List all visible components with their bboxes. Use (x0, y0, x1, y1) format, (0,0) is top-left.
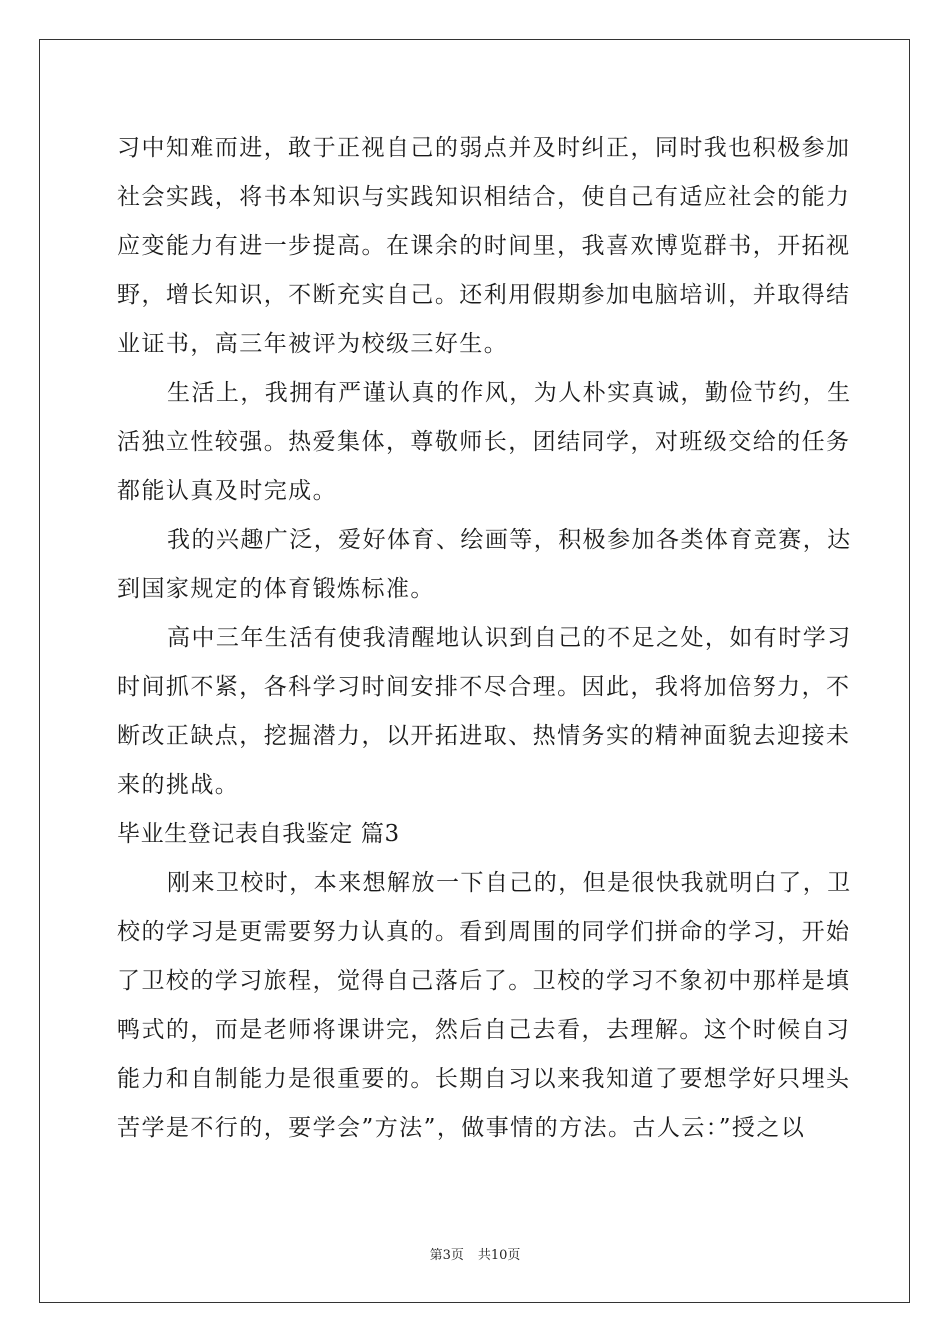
page-total: 共10页 (477, 1248, 521, 1263)
text-line: 到国家规定的体育锻炼标准。 (117, 576, 435, 602)
text-line: 习中知难而进，敢于正视自己的弱点并及时纠正，同时我也积极参加 (117, 135, 851, 161)
text-line: 活独立性较强。热爱集体，尊敬师长，团结同学，对班级交给的任务 (117, 429, 851, 455)
text-line: 断改正缺点，挖掘潜力，以开拓进取、热情务实的精神面貌去迎接未 (117, 723, 851, 749)
text-line: 时间抓不紧，各科学习时间安排不尽合理。因此，我将加倍努力，不 (117, 674, 851, 700)
section-heading: 毕业生登记表自我鉴定 篇3 (117, 821, 400, 847)
text-line: 来的挑战。 (117, 772, 240, 798)
text-line: 应变能力有进一步提高。在课余的时间里，我喜欢博览群书，开拓视 (117, 233, 851, 259)
text-line: 都能认真及时完成。 (117, 478, 338, 504)
document-body (117, 128, 852, 1157)
paragraph-first-line: 高中三年生活有使我清醒地认识到自己的不足之处，如有时学习 (167, 625, 852, 651)
text-line: 了卫校的学习旅程，觉得自己落后了。卫校的学习不象初中那样是填 (117, 968, 851, 994)
text-line: 能力和自制能力是很重要的。长期自习以来我知道了要想学好只埋头 (117, 1066, 851, 1092)
paragraph-first-line: 我的兴趣广泛，爱好体育、绘画等，积极参加各类体育竞赛，达 (167, 527, 852, 553)
paragraph-first-line: 生活上，我拥有严谨认真的作风，为人朴实真诚，勤俭节约，生 (167, 380, 852, 406)
text-line: 鸭式的，而是老师将课讲完，然后自己去看，去理解。这个时候自习 (117, 1017, 851, 1043)
text-line: 野，增长知识，不断充实自己。还利用假期参加电脑培训，并取得结 (117, 282, 851, 308)
text-line: 苦学是不行的，要学会”方法”，做事情的方法。古人云：”授之以 (117, 1115, 806, 1141)
text-line: 社会实践，将书本知识与实践知识相结合，使自己有适应社会的能力 (117, 184, 851, 210)
text-line: 校的学习是更需要努力认真的。看到周围的同学们拼命的学习，开始 (117, 919, 851, 945)
page-number: 第3页 (429, 1248, 464, 1263)
page-footer (0, 1244, 950, 1263)
text-line: 业证书，高三年被评为校级三好生。 (117, 331, 509, 357)
paragraph-first-line: 刚来卫校时，本来想解放一下自己的，但是很快我就明白了，卫 (167, 870, 852, 896)
